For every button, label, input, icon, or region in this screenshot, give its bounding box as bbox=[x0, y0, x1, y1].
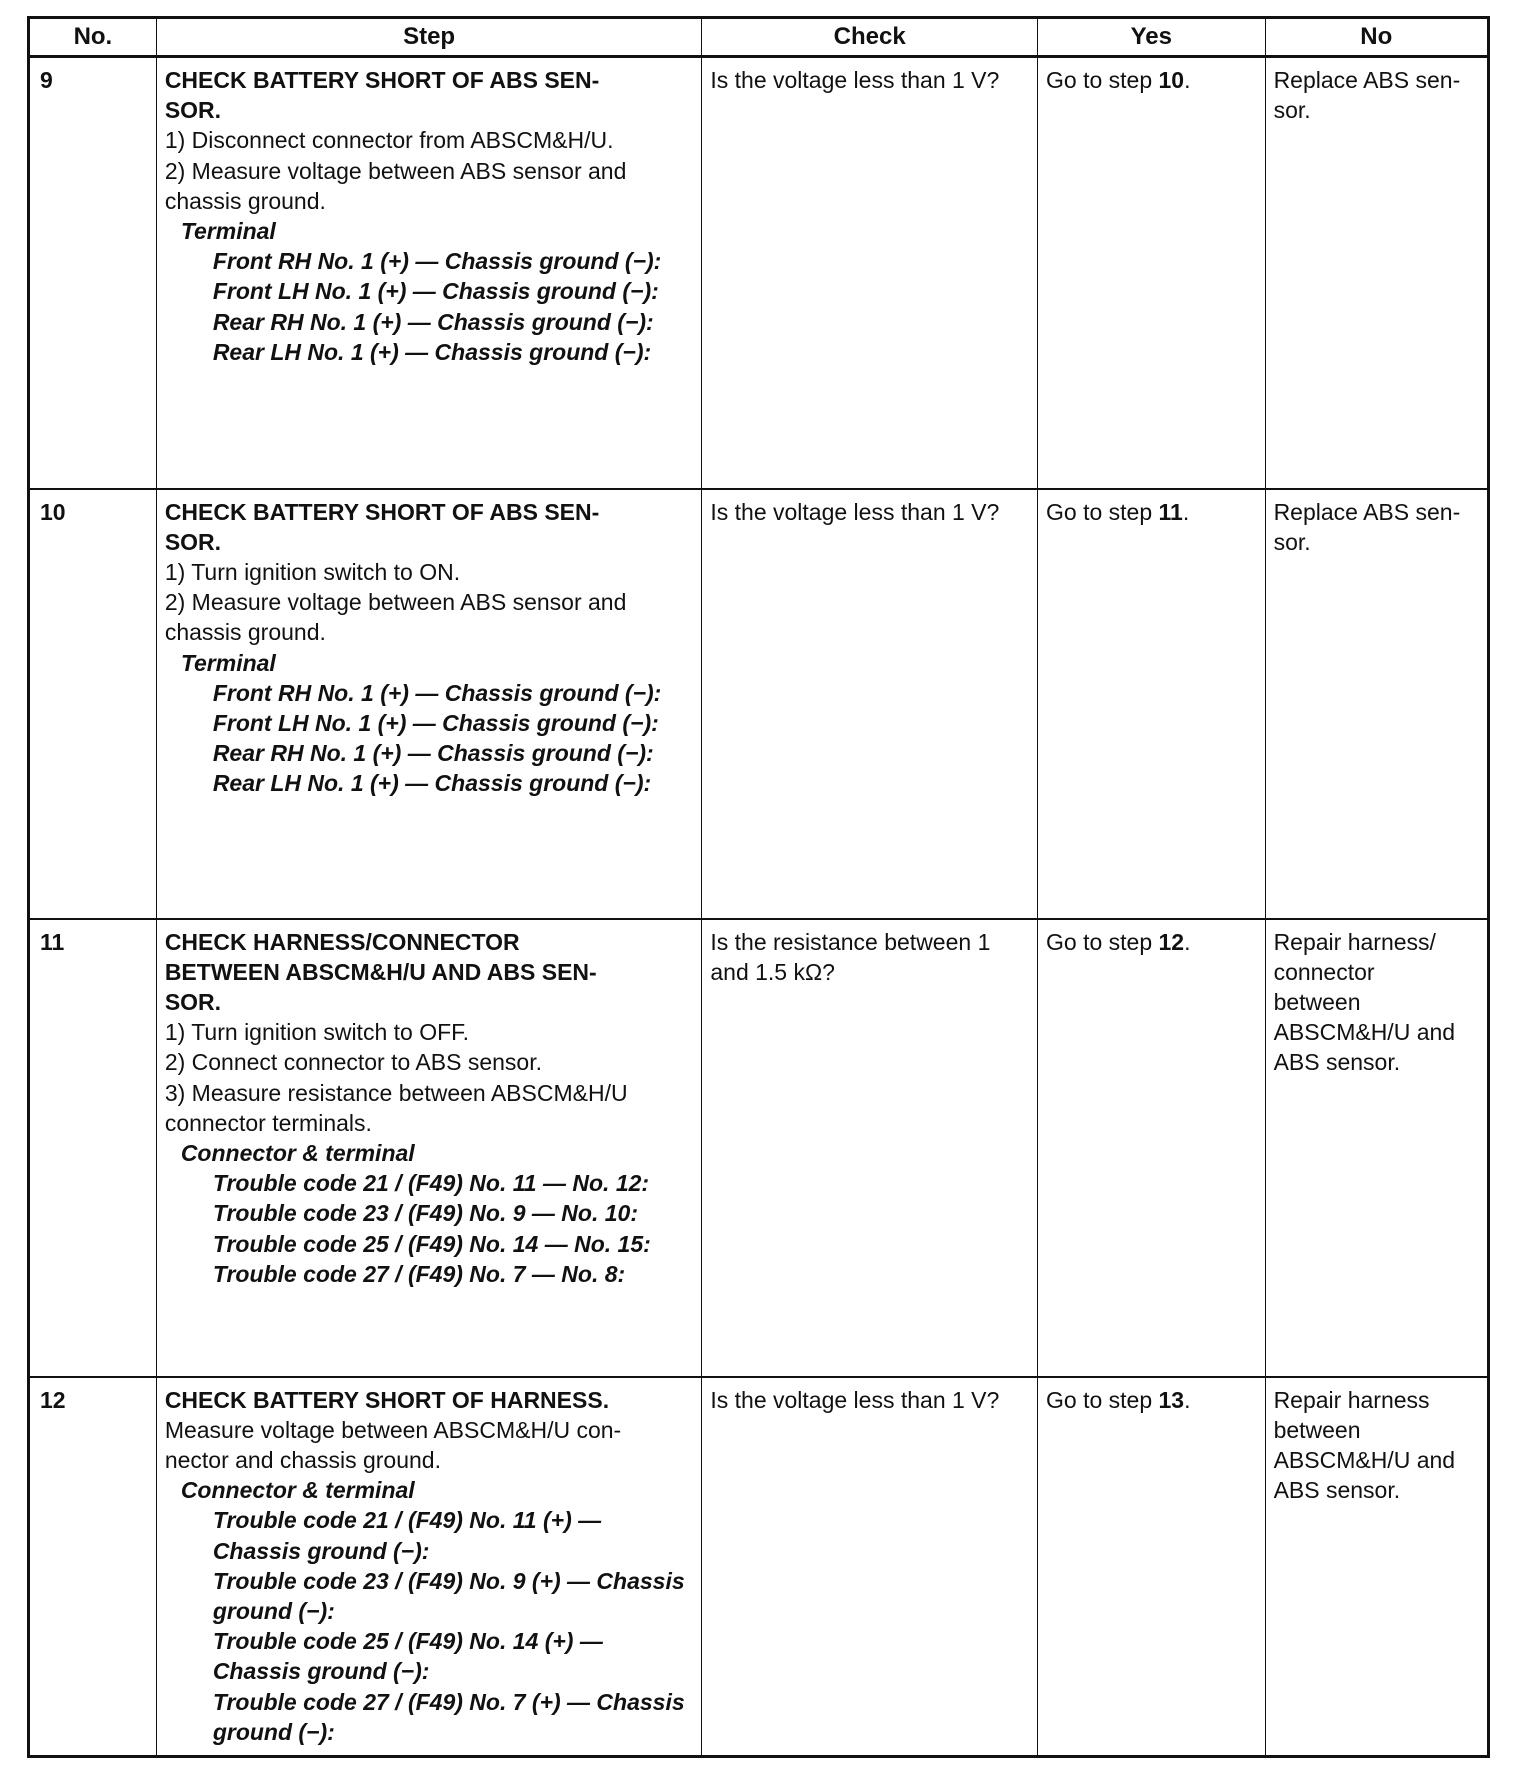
step-title bbox=[165, 927, 694, 1018]
step-instruction: 2) Connect connector to ABS sensor. bbox=[164, 1049, 542, 1076]
header-no-result: No bbox=[1265, 18, 1488, 57]
header-row bbox=[29, 18, 1489, 57]
no-cell: Replace ABS sen- sor. bbox=[1265, 57, 1488, 489]
yes-cell: Go to step 13. bbox=[1038, 1377, 1266, 1757]
yes-cell: Go to step 11. bbox=[1038, 489, 1266, 919]
header-step: Step bbox=[156, 18, 702, 57]
terminal-item: Trouble code 21 / (F49) No. 11 (+) — Chassis ground (−): bbox=[212, 1507, 602, 1564]
yes-cell: Go to step 12. bbox=[1038, 919, 1266, 1377]
table-header bbox=[29, 18, 1489, 57]
yes-step-number: 12 bbox=[1158, 928, 1185, 955]
terminal-item: Front RH No. 1 (+) — Chassis ground (−): bbox=[212, 679, 662, 706]
step-instruction: 1) Disconnect connector from ABSCM&H/U. bbox=[164, 127, 614, 154]
row-number: 10 bbox=[29, 489, 157, 919]
step-title bbox=[165, 1385, 694, 1415]
step-instruction: 3) Measure resistance between ABSCM&H/U connector terminals. bbox=[164, 1079, 628, 1136]
row-number: 11 bbox=[29, 919, 157, 1377]
terminal-item: Front LH No. 1 (+) — Chassis ground (−): bbox=[212, 278, 659, 305]
yes-cell: Go to step 10. bbox=[1038, 57, 1266, 489]
header-yes: Yes bbox=[1038, 18, 1266, 57]
terminal-item: Front RH No. 1 (+) — Chassis ground (−): bbox=[212, 248, 662, 275]
step-title-text: CHECK BATTERY SHORT OF ABS SEN- SOR. bbox=[164, 498, 600, 555]
terminal-item: Trouble code 27 / (F49) No. 7 — No. 8: bbox=[212, 1260, 626, 1287]
terminal-item: Trouble code 21 / (F49) No. 11 — No. 12: bbox=[212, 1170, 650, 1197]
diagnostic-procedure-table bbox=[27, 16, 1490, 1758]
yes-step-number: 11 bbox=[1158, 498, 1183, 525]
step-instruction: 2) Measure voltage between ABS sensor and chassis ground. bbox=[164, 589, 627, 646]
terminal-item: Front LH No. 1 (+) — Chassis ground (−): bbox=[212, 709, 659, 736]
row-number: 9 bbox=[29, 57, 157, 489]
yes-prefix: Go to step bbox=[1046, 928, 1159, 955]
no-cell: Repair harness between ABSCM&H/U and ABS sensor. bbox=[1265, 1377, 1488, 1757]
step-cell bbox=[156, 57, 702, 489]
step-cell bbox=[156, 1377, 702, 1757]
step-instruction: 1) Turn ignition switch to ON. bbox=[164, 558, 461, 585]
terminal-item: Trouble code 25 / (F49) No. 14 — No. 15: bbox=[212, 1230, 651, 1257]
table-row bbox=[29, 1377, 1489, 1757]
step-instruction: 1) Turn ignition switch to OFF. bbox=[164, 1019, 470, 1046]
step-cell bbox=[156, 489, 702, 919]
terminal-item: Trouble code 25 / (F49) No. 14 (+) — Chassis ground (−): bbox=[212, 1628, 603, 1685]
terminal-item: Trouble code 27 / (F49) No. 7 (+) — Chassis ground (−): bbox=[212, 1688, 685, 1745]
check-cell: Is the voltage less than 1 V? bbox=[702, 57, 1038, 489]
terminal-item: Trouble code 23 / (F49) No. 9 (+) — Chassis ground (−): bbox=[212, 1567, 685, 1624]
terminal-heading: Terminal bbox=[180, 649, 276, 676]
terminal-heading: Terminal bbox=[180, 218, 276, 245]
yes-step-number: 10 bbox=[1158, 67, 1185, 93]
check-cell: Is the voltage less than 1 V? bbox=[702, 489, 1038, 919]
row-number: 12 bbox=[29, 1377, 157, 1757]
step-title bbox=[165, 497, 694, 557]
terminal-item: Rear LH No. 1 (+) — Chassis ground (−): bbox=[212, 338, 652, 365]
step-instruction: 2) Measure voltage between ABS sensor and chassis ground. bbox=[164, 157, 627, 214]
no-cell: Repair harness/ connector between ABSCM&H/U and ABS sensor. bbox=[1265, 919, 1488, 1377]
header-check: Check bbox=[702, 18, 1038, 57]
table-body bbox=[29, 57, 1489, 1757]
no-cell: Replace ABS sen- sor. bbox=[1265, 489, 1488, 919]
step-instruction: Measure voltage between ABSCM&H/U con- nector and chassis ground. bbox=[164, 1416, 622, 1473]
step-title-text: CHECK HARNESS/CONNECTOR BETWEEN ABSCM&H/U AND ABS SEN- SOR. bbox=[164, 928, 597, 1015]
table-row bbox=[29, 489, 1489, 919]
terminal-item: Rear RH No. 1 (+) — Chassis ground (−): bbox=[212, 308, 654, 335]
header-no: No. bbox=[29, 18, 157, 57]
check-cell: Is the voltage less than 1 V? bbox=[702, 1377, 1038, 1757]
terminal-item: Trouble code 23 / (F49) No. 9 — No. 10: bbox=[212, 1200, 638, 1227]
table-row bbox=[29, 919, 1489, 1377]
step-title-text: CHECK BATTERY SHORT OF HARNESS. bbox=[164, 1386, 610, 1413]
terminal-heading: Connector & terminal bbox=[180, 1139, 415, 1166]
terminal-heading: Connector & terminal bbox=[180, 1477, 415, 1504]
check-cell: Is the resistance between 1 and 1.5 kΩ? bbox=[702, 919, 1038, 1377]
step-cell bbox=[156, 919, 702, 1377]
terminal-item: Rear RH No. 1 (+) — Chassis ground (−): bbox=[212, 740, 654, 767]
yes-prefix: Go to step bbox=[1046, 498, 1159, 525]
terminal-item: Rear LH No. 1 (+) — Chassis ground (−): bbox=[212, 770, 652, 797]
step-title-text: CHECK BATTERY SHORT OF ABS SEN- SOR. bbox=[164, 67, 600, 124]
table-row bbox=[29, 57, 1489, 489]
yes-step-number: 13 bbox=[1158, 1386, 1185, 1413]
yes-prefix: Go to step bbox=[1046, 1386, 1159, 1413]
step-title bbox=[165, 65, 694, 125]
yes-prefix: Go to step bbox=[1046, 67, 1159, 93]
